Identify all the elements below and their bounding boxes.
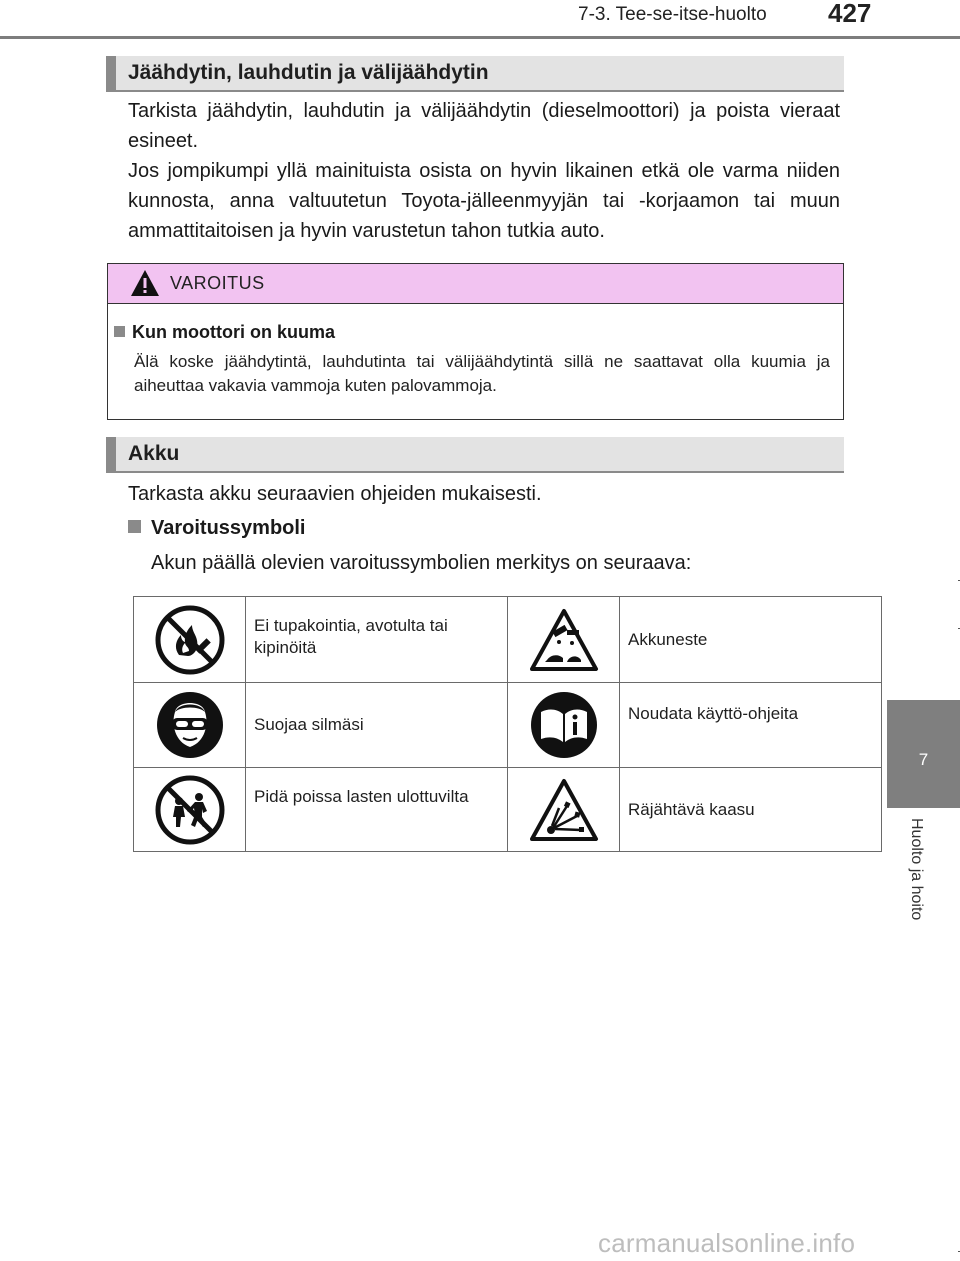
- symbols-subheading: [128, 517, 306, 540]
- symbol-label-cell: Noudata käyttö-ohjeita: [620, 683, 882, 768]
- symbol-icon-cell: [508, 768, 620, 852]
- corrosive-acid-icon: [529, 608, 599, 672]
- warning-subheading-text: Kun moottori on kuuma: [132, 322, 335, 342]
- section-heading-bar: [106, 56, 116, 92]
- warning-text: Älä koske jäähdytintä, lauhdutinta tai välijäähdytintä sillä ne saattavat olla kuumia ja aiheuttaa vakavia vammoja kuten palovammoja.: [134, 352, 830, 395]
- eye-protection-icon: [155, 690, 225, 760]
- warning-subheading: [114, 322, 335, 343]
- section1-paragraph-1: Tarkista jäähdytin, lauhdutin ja välijäähdytin (dieselmoottori) ja poista vieraat esineet.: [128, 100, 840, 152]
- symbol-label-cell: Suojaa silmäsi: [246, 683, 508, 768]
- warning-triangle-icon: [130, 269, 160, 297]
- section1-paragraph-2: Jos jompikumpi yllä mainituista osista on hyvin likainen etkä ole varma niiden kunnosta, anna valtuutetun Toyota-jälleenmyyjän tai -korjaamon tai muun ammattitaitoisen ja hyvin varustetun tahon tutkia auto.: [128, 160, 840, 242]
- section-heading-radiator: [106, 56, 844, 92]
- watermark: carmanualsonline.info: [598, 1228, 856, 1258]
- table-row: [134, 768, 882, 852]
- warning-box: [107, 263, 844, 420]
- section2-intro: Tarkasta akku seuraavien ohjeiden mukaisesti.: [128, 483, 542, 505]
- symbol-label-cell: Räjähtävä kaasu: [620, 768, 882, 852]
- section-heading-battery: [106, 437, 844, 473]
- page-number: 427: [828, 0, 872, 28]
- chapter-title-vertical: [905, 818, 925, 958]
- table-row: [134, 597, 882, 683]
- symbol-icon-cell: [134, 768, 246, 852]
- chapter-title: Huolto ja hoito: [908, 818, 925, 921]
- symbol-icon-cell: [508, 683, 620, 768]
- no-smoking-no-flame-icon: [155, 605, 225, 675]
- chapter-tab: [887, 700, 960, 808]
- bullet-square-icon: [128, 520, 141, 533]
- bullet-square-icon: [114, 326, 125, 337]
- header-section-title: 7-3. Tee-se-itse-huolto: [578, 4, 767, 25]
- symbol-label-cell: Akkuneste: [620, 597, 882, 683]
- chapter-number: 7: [918, 750, 929, 769]
- section1-body: [128, 96, 840, 246]
- explosive-gas-icon: [529, 778, 599, 842]
- warning-header: [108, 264, 843, 304]
- symbols-subtext: Akun päällä olevien varoitussymbolien merkitys on seuraava:: [151, 552, 692, 574]
- symbols-subheading-text: Varoitussymboli: [151, 517, 306, 539]
- warning-symbols-table: [133, 596, 882, 852]
- header-rule: [0, 36, 960, 39]
- table-row: [134, 683, 882, 768]
- section-heading-title: Akku: [128, 442, 180, 465]
- warning-title: VAROITUS: [170, 273, 265, 293]
- symbol-label-cell: Ei tupakointia, avotulta tai kipinöitä: [246, 597, 508, 683]
- symbol-icon-cell: [134, 597, 246, 683]
- symbol-icon-cell: [508, 597, 620, 683]
- section-heading-bar: [106, 437, 116, 473]
- read-manual-icon: [529, 690, 599, 760]
- section-heading-title: Jäähdytin, lauhdutin ja välijäähdytin: [128, 61, 489, 84]
- symbol-label-cell: Pidä poissa lasten ulottuvilta: [246, 768, 508, 852]
- keep-away-children-icon: [155, 775, 225, 845]
- symbol-icon-cell: [134, 683, 246, 768]
